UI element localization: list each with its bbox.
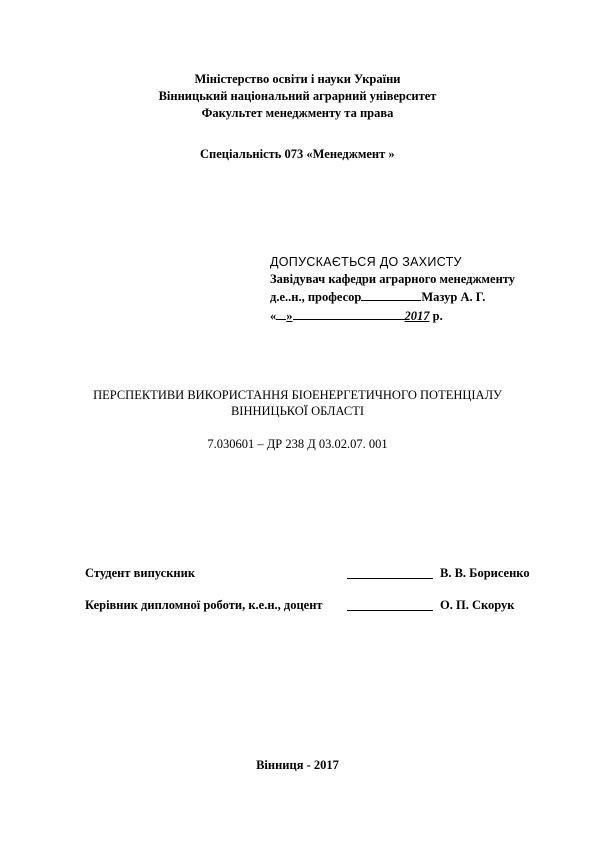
- footer-city-year: Вінниця - 2017: [256, 758, 339, 772]
- date-month-line: [293, 308, 405, 320]
- approval-block: [270, 255, 515, 323]
- university-heading: Вінницький національний аграрний університет: [158, 89, 437, 103]
- approval-position: Завідувач кафедри аграрного менеджменту: [270, 272, 516, 286]
- approval-signer: [270, 289, 515, 304]
- signature-row-student: [85, 566, 545, 582]
- signature-row-supervisor: [85, 598, 545, 614]
- approval-name: Мазур А. Г.: [421, 290, 486, 304]
- approval-date: [270, 308, 515, 323]
- ministry-heading: Міністерство освіти і науки України: [194, 72, 401, 86]
- signature-name: О. П. Скорук: [440, 598, 515, 612]
- date-day-line: [276, 308, 286, 320]
- date-open-quote: «: [270, 309, 277, 323]
- date-close-quote: »: [286, 309, 293, 323]
- signature-label: Студент випускник: [85, 566, 196, 580]
- specialty-line: Спеціальність 073 «Менеджмент »: [200, 147, 395, 161]
- approval-degree: д.е..н., професор: [270, 290, 362, 304]
- approval-signature-line: [361, 289, 421, 301]
- signature-label: Керівник дипломної роботи, к.е.н., доцент: [85, 598, 323, 612]
- faculty-heading: Факультет менеджменту та права: [201, 106, 394, 120]
- thesis-title-line1: ПЕРСПЕКТИВИ ВИКОРИСТАННЯ БІОЕНЕРГЕТИЧНОГО ПОТЕНЦІАЛУ: [93, 388, 502, 402]
- thesis-title-line2: ВІННИЦЬКОЇ ОБЛАСТІ: [230, 404, 365, 418]
- signature-line: [347, 610, 433, 611]
- date-year-suffix: р.: [429, 309, 443, 323]
- signature-line: [347, 578, 433, 579]
- signature-name: В. В. Борисенко: [440, 566, 530, 580]
- date-year: 2017: [404, 309, 430, 323]
- thesis-code: 7.030601 – ДР 238 Д 03.02.07. 001: [207, 437, 388, 451]
- approval-title: ДОПУСКАЄТЬСЯ ДО ЗАХИСТУ: [270, 255, 462, 269]
